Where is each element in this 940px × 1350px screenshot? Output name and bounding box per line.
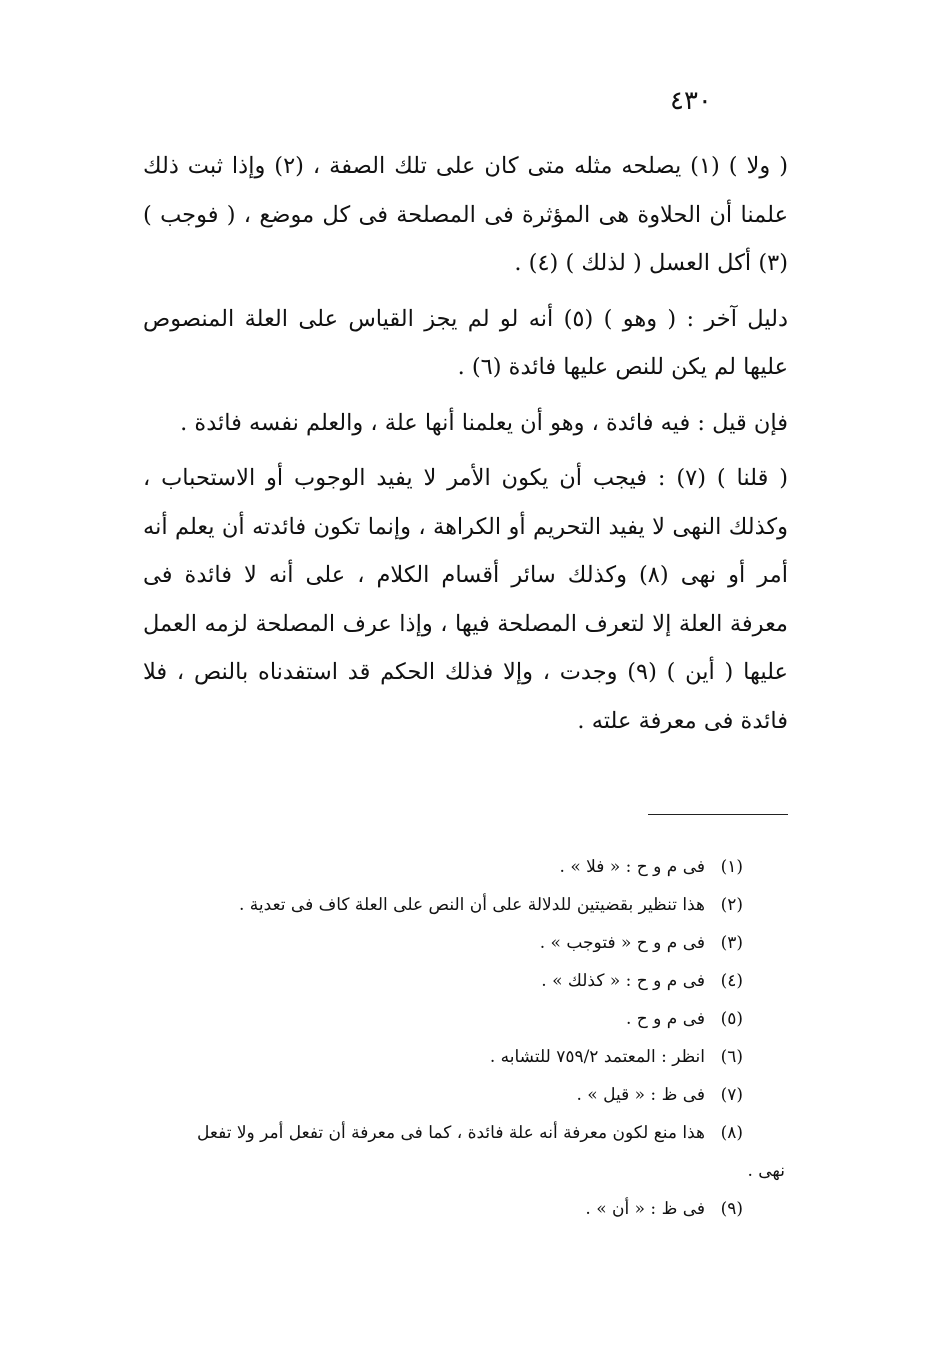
footnote-number: (٧) — [720, 1085, 743, 1105]
footnote — [143, 1038, 743, 1076]
footnote-number: (٩) — [720, 1199, 743, 1219]
footnote-text: فى ظ : « أن » . — [585, 1199, 705, 1219]
footnote-number: (٥) — [720, 1009, 743, 1029]
main-text — [143, 142, 788, 752]
footnote — [143, 1000, 743, 1038]
paragraph: فإن قيل : فيه فائدة ، وهو أن يعلمنا أنها علة ، والعلم نفسه فائدة . — [180, 409, 788, 436]
footnote-text: فى ظ : « قيل » . — [576, 1085, 705, 1105]
footnote-number: (٣) — [720, 933, 743, 953]
footnote-number: (١) — [720, 857, 743, 877]
footnotes — [143, 848, 785, 1228]
footnote-text: نهى . — [747, 1161, 785, 1181]
footnote-text: هذا منع لكون معرفة أنه علة فائدة ، كما فى معرفة أن تفعل أمر ولا تفعل — [197, 1123, 705, 1143]
footnote-continuation — [143, 1152, 785, 1190]
footnote — [143, 886, 743, 924]
footnote — [143, 1190, 743, 1228]
footnote-text: فى م و ح . — [625, 1009, 705, 1029]
footnote-number: (٦) — [720, 1047, 743, 1067]
footnote-text: فى م و ح : « فلا » . — [559, 857, 705, 877]
footnote-number: (٤) — [720, 971, 743, 991]
footnote-separator — [648, 814, 788, 815]
footnote-text: انظر : المعتمد ٧٥٩/٢ للتشابه . — [489, 1047, 705, 1067]
paragraph: ( ولا ) (١) يصلحه مثله متى كان على تلك الصفة ، (٢) وإذا ثبت ذلك علمنا أن الحلاوة هى المؤثرة فى المصلحة فى كل موضع ، ( فوجب ) (٣) أكل العسل ( لذلك ) (٤) . — [143, 153, 788, 276]
footnote-number: (٨) — [720, 1123, 743, 1143]
footnote-text: هذا تنظير بقضيتين للدلالة على أن النص على العلة كاف فى تعدية . — [239, 895, 705, 915]
footnote — [143, 962, 743, 1000]
footnote-text: فى م و ح : « كذلك » . — [541, 971, 705, 991]
footnote — [143, 848, 743, 886]
paragraph: دليل آخر : ( وهو ) (٥) أنه لو لم يجز القياس على العلة المنصوص عليها لم يكن للنص عليها فائدة (٦) . — [143, 305, 788, 380]
page-number: ٤٣٠ — [670, 86, 712, 116]
footnote — [143, 924, 743, 962]
footnote — [143, 1076, 743, 1114]
footnote-text: فى م و ح « فتوجب » . — [539, 933, 705, 953]
footnote — [143, 1114, 743, 1152]
footnote-number: (٢) — [720, 895, 743, 915]
paragraph: ( قلنا ) (٧) : فيجب أن يكون الأمر لا يفيد الوجوب أو الاستحباب ، وكذلك النهى لا يفيد التحريم أو الكراهة ، وإنما تكون فائدته أن يعلم أنه أمر أو نهى (٨) وكذلك سائر أقسام الكلام ، على أنه لا فائدة فى معرفة العلة إلا لتعرف المصلحة فيها ، وإذا عرف المصلحة لزمه العمل عليها ( أين ) (٩) وجدت ، وإلا فذلك الحكم قد استفدناه بالنص ، فلا فائدة فى معرفة علته . — [143, 465, 789, 734]
